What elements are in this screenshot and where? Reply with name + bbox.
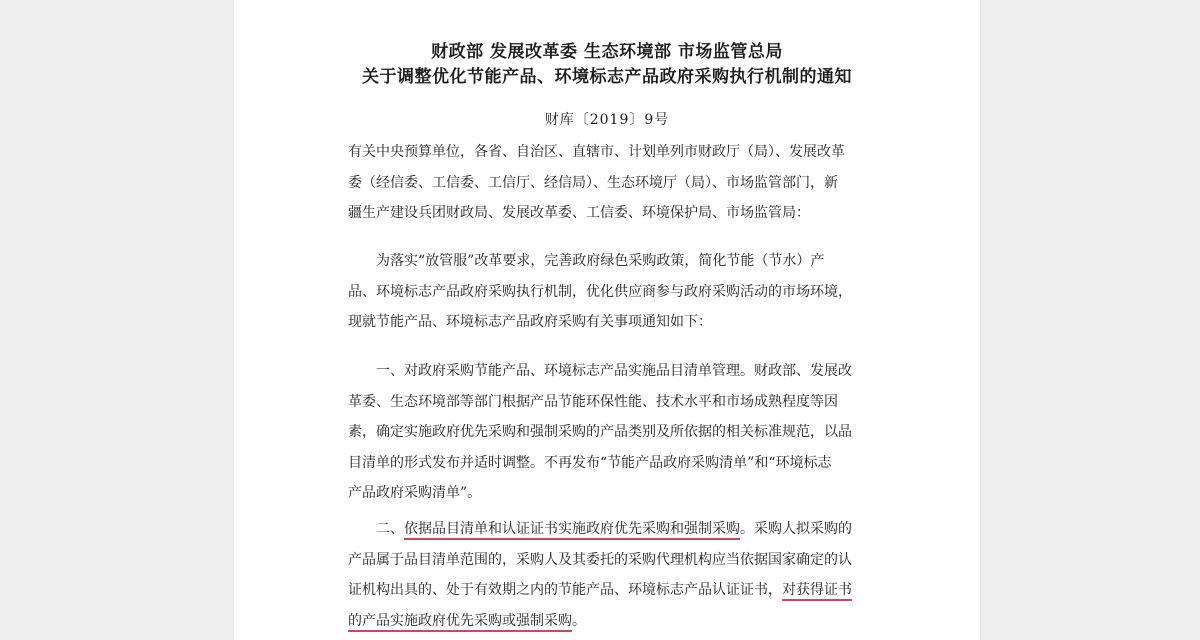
- section-1-line: 革委、生态环境部等部门根据产品节能环保性能、技术水平和市场成熟程度等因: [348, 393, 838, 410]
- title-line-2: 关于调整优化节能产品、环境标志产品政府采购执行机制的通知: [362, 67, 852, 87]
- section-2-text: 。: [572, 612, 586, 629]
- highlighted-text: 的产品实施政府优先采购或强制采购: [348, 613, 572, 632]
- intro-line: 品、环境标志产品政府采购执行机制，优化供应商参与政府采购活动的市场环境，: [348, 283, 852, 300]
- section-2-line: [348, 575, 860, 606]
- section-2-paragraph: [348, 514, 860, 636]
- section-2-line: [348, 514, 860, 545]
- section-1-line: 一、对政府采购节能产品、环境标志产品实施品目清单管理。财政部、发展改: [376, 363, 852, 379]
- section-1-line: 产品政府采购清单”。: [348, 485, 482, 501]
- title-line-1: 财政部 发展改革委 生态环境部 市场监管总局: [431, 42, 783, 62]
- intro-line: 为落实“放管服”改革要求，完善政府绿色采购政策，简化节能（节水）产: [376, 253, 825, 269]
- section-2-prefix: 二、: [376, 521, 404, 537]
- highlighted-text: 依据品目清单和认证证书实施政府优先采购和强制采购: [404, 521, 740, 540]
- intro-paragraph: [348, 246, 860, 338]
- section-1-line: 素，确定实施政府优先采购和强制采购的产品类别及所依据的相关标准规范，以品: [348, 424, 852, 440]
- left-margin-background: [0, 0, 234, 640]
- section-2-text: 。采购人拟采购的: [740, 521, 852, 537]
- section-2-line: 产品属于品目清单范围的，采购人及其委托的采购代理机构应当依据国家确定的认: [348, 551, 852, 568]
- recipients-line: 委（经信委、工信委、工信厅、经信局）、生态环境厅（局）、市场监管部门，新: [348, 174, 838, 191]
- recipients-line: 有关中央预算单位，各省、自治区、直辖市、计划单列市财政厅（局）、发展改革: [348, 144, 845, 160]
- section-2-line: [348, 606, 860, 637]
- document-page: [234, 0, 980, 640]
- document-number: 财库〔2019〕9号: [544, 112, 670, 128]
- right-margin-background: [980, 0, 1200, 640]
- section-1-line: 目清单的形式发布并适时调整。不再发布“节能产品政府采购清单”和“环境标志: [348, 454, 832, 471]
- intro-line: 现就节能产品、环境标志产品政府采购有关事项通知如下：: [348, 314, 712, 330]
- recipients-line: 疆生产建设兵团财政局、发展改革委、工信委、环境保护局、市场监管局：: [348, 205, 810, 221]
- highlighted-text: 对获得证书: [782, 582, 852, 601]
- section-1-paragraph: [348, 356, 860, 509]
- recipients-paragraph: [348, 137, 860, 229]
- section-2-text: 证机构出具的、处于有效期之内的节能产品、环境标志产品认证证书，: [348, 582, 782, 598]
